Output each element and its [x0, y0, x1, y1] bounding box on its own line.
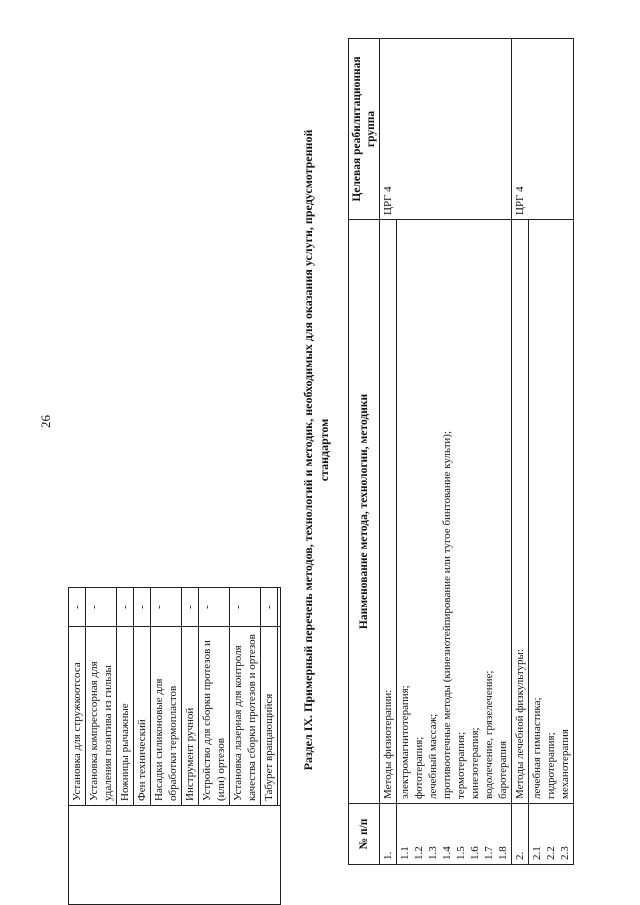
equipment-table — [68, 587, 281, 905]
item-num: 1.5 — [455, 846, 467, 860]
spacer-cell — [278, 627, 281, 806]
header-num: № п/п — [349, 804, 380, 865]
header-group: Целевая реабилитационная группа — [349, 39, 380, 220]
equipment-qty: - — [69, 588, 86, 627]
item-name: гидротерапия; — [545, 732, 557, 799]
item-num: 2.2 — [545, 846, 557, 860]
group-num: 2. — [512, 804, 529, 865]
group-target: ЦРГ 4 — [512, 39, 574, 220]
item-num: 1.3 — [427, 846, 439, 860]
equipment-name: Установка компрессорная для удаления позитива из гильзы — [86, 627, 117, 806]
table-row — [380, 39, 397, 865]
group-target: ЦРГ 4 — [380, 39, 512, 220]
equipment-qty: - — [199, 588, 230, 627]
item-name: лечебный массаж; — [427, 713, 439, 799]
item-name: противоотечные методы (кинезиотейпирование или тугое бинтование культи); — [441, 430, 453, 799]
item-num: 1.2 — [413, 846, 425, 860]
equipment-qty: - — [134, 588, 151, 627]
equipment-qty: - — [117, 588, 134, 627]
empty-cell — [69, 806, 281, 905]
item-num: 1.4 — [441, 846, 453, 860]
item-nums — [397, 804, 512, 865]
equipment-qty: - — [86, 588, 117, 627]
item-num: 1.8 — [497, 846, 509, 860]
item-nums — [529, 804, 574, 865]
equipment-name: Устройство для сборки протезов и (или) ортезов — [199, 627, 230, 806]
item-num: 2.1 — [531, 846, 543, 860]
header-name: Наименование метода, технологии, методики — [349, 220, 380, 804]
item-name: водолечение, грязелечение; — [483, 670, 495, 799]
item-name: фототерапия; — [413, 736, 425, 799]
item-names — [529, 220, 574, 804]
group-name: Методы физиотерапии: — [380, 220, 397, 804]
item-name: электромагнитотерапия; — [399, 685, 411, 799]
table-row — [69, 588, 86, 905]
header-row — [349, 39, 380, 865]
equipment-qty: - — [261, 588, 278, 627]
item-num: 2.3 — [559, 846, 571, 860]
equipment-qty: - — [151, 588, 182, 627]
page-number: 26 — [38, 415, 53, 428]
item-name: кинезотерапия; — [469, 727, 481, 799]
table-row — [512, 39, 529, 865]
equipment-qty: - — [182, 588, 199, 627]
equipment-name: Табурет вращающийся — [261, 627, 278, 806]
group-num: 1. — [380, 804, 397, 865]
equipment-qty: - — [230, 588, 261, 627]
equipment-name: Установка для стружкоотсоса — [69, 627, 86, 806]
item-name: лечебная гимнастика; — [531, 697, 543, 799]
equipment-name: Насадки силиконовые для обработки термопластов — [151, 627, 182, 806]
item-names — [397, 220, 512, 804]
equipment-name: Фен технический — [134, 627, 151, 806]
item-num: 1.6 — [469, 846, 481, 860]
item-num: 1.7 — [483, 846, 495, 860]
methods-table — [348, 38, 574, 865]
spacer-cell — [278, 588, 281, 627]
group-name: Методы лечебной физкультуры: — [512, 220, 529, 804]
item-name: механотерапия — [559, 729, 571, 799]
equipment-name: Ножницы рычажные — [117, 627, 134, 806]
section-title: Раздел IX. Примерный перечень методов, технологий и методик, необходимых для оказания услуги, предусмотренной стандартом — [301, 129, 331, 771]
item-name: баротерапия — [497, 740, 509, 799]
equipment-name: Инструмент ручной — [182, 627, 199, 806]
item-name: термотерапия; — [455, 731, 467, 799]
item-num: 1.1 — [399, 846, 411, 860]
equipment-name: Установка лазерная для контроля качества сборки протезов и ортезов — [230, 627, 261, 806]
